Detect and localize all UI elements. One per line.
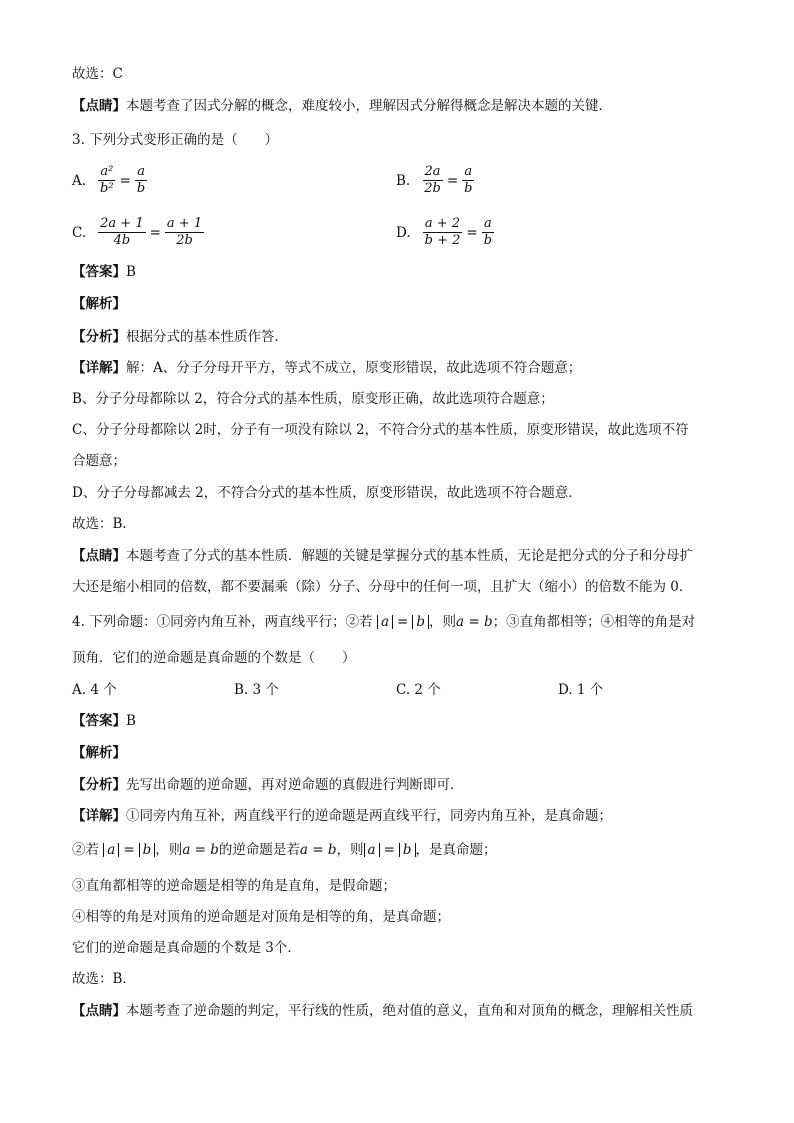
question-4-stem-line-1 [72, 612, 695, 632]
text: 的逆命题是若 [218, 842, 300, 858]
answer-value: B [126, 713, 136, 729]
answer-tag: 【答案】 [72, 713, 126, 729]
fraction-lhs [423, 216, 463, 249]
xiangjie-tag: 【详解】 [72, 360, 126, 376]
q4-answer-line [72, 711, 136, 731]
numerator: a + 1 [166, 216, 203, 231]
dianjing-text: 本题考查了分式的基本性质．解题的关键是掌握分式的基本性质，无论是把分式的分子和分母扩 [126, 548, 693, 564]
numerator: a² [100, 164, 114, 179]
xiangjie-text: ①同旁内角互补，两直线平行的逆命题是两直线平行，同旁内角互补，是真命题； [126, 808, 612, 824]
text: ②若 [72, 842, 99, 858]
numerator: a [464, 164, 473, 179]
abs-a: a [103, 843, 119, 857]
equals-sign: = [397, 614, 409, 630]
dianjing-tag: 【点睛】 [72, 1003, 126, 1019]
q3-xiangjie-line-3: C、分子分母都除以 2时，分子有一项没有除以 2，不符合分式的基本性质，原变形错误，故此选项不符 [72, 422, 689, 438]
xiangjie-tag: 【详解】 [72, 808, 126, 824]
option-label: D. [396, 224, 411, 241]
q4-text-a: 4. 下列命题：①同旁内角互补，两直线平行；②若 [72, 614, 373, 630]
abs-a: a [364, 843, 380, 857]
q3-answer-line [72, 262, 136, 282]
fenxi-text: 先写出命题的逆命题，再对逆命题的真假进行判断即可． [126, 777, 464, 793]
question-4-stem-line-2: 顶角．它们的逆命题是真命题的个数是（ ） [72, 650, 356, 666]
q4-guxuan-line: 故选：B． [72, 971, 136, 987]
q4-option-a: A. 4 个 [72, 682, 117, 698]
q4-option-d: D. 1 个 [558, 682, 604, 698]
fraction-rhs [462, 164, 474, 197]
q3-fenxi-line [72, 327, 288, 347]
q3-option-d [396, 216, 494, 249]
fenxi-tag: 【分析】 [72, 777, 126, 793]
fraction-rhs [135, 164, 147, 197]
equals-sign: = [119, 172, 131, 189]
q4-text-b: ，则 [429, 614, 456, 630]
answer-choice-line: 故选：C [72, 66, 123, 82]
numerator: 2a [424, 164, 441, 179]
text: ，则 [155, 842, 183, 858]
equals-sign: = [123, 842, 135, 858]
abs-b: b [412, 615, 429, 629]
abs-b: b [399, 843, 416, 857]
fenxi-text: 根据分式的基本性质作答． [126, 329, 288, 345]
answer-tag: 【答案】 [72, 264, 126, 280]
q4-xiangjie-line-3: ③直角都相等的逆命题是相等的角是直角，是假命题； [72, 878, 396, 894]
expr-a-eq-b: a = b [299, 842, 337, 858]
q3-dianjing-line-2: 大还是缩小相同的倍数，都不要漏乘（除）分子、分母中的任何一项，且扩大（缩小）的倍数不能为 0． [72, 579, 693, 595]
answer-value: B [126, 264, 136, 280]
fraction-lhs [422, 164, 443, 197]
equals-sign: = [446, 172, 459, 189]
numerator: a [137, 164, 145, 179]
equals-sign: = [383, 842, 395, 858]
abs-b: b [139, 843, 156, 857]
q4-xiangjie-line-2 [72, 840, 497, 860]
q3-xiangjie-line-2: B、分子分母都除以 2，符合分式的基本性质，原变形正确，故此选项符合题意； [72, 391, 554, 407]
q4-option-b: B. 3 个 [234, 682, 279, 698]
dianjing-tag: 【点睛】 [72, 98, 126, 114]
q4-jiexi-heading: 【解析】 [72, 745, 126, 761]
q3-xiangjie-line-5: D、分子分母都减去 2，不符合分式的基本性质，原变形错误，故此选项不符合题意． [72, 485, 582, 501]
q3-guxuan-line: 故选：B． [72, 516, 136, 532]
denominator: 4b [113, 233, 131, 248]
equals-sign: = [149, 224, 161, 241]
numerator: a + 2 [424, 216, 461, 231]
expr-a-eq-b: a = b [182, 842, 219, 858]
q3-option-a [72, 164, 147, 197]
denominator: b [464, 181, 473, 196]
option-label: B. [396, 172, 411, 189]
numerator: a [483, 216, 492, 231]
numerator: 2a + 1 [100, 216, 144, 231]
xiangjie-text: 解：A、分子分母开平方，等式不成立，原变形错误，故此选项不符合题意； [126, 360, 582, 376]
question-3-stem: 3. 下列分式变形正确的是（ ） [72, 132, 279, 148]
dianjing-text: 本题考查了因式分解的概念，难度较小，理解因式分解得概念是解决本题的关键． [126, 98, 612, 114]
q3-xiangjie-line-1 [72, 358, 581, 378]
q4-xiangjie-line-1 [72, 806, 612, 826]
denominator: 2b [176, 233, 193, 248]
dianjing-tag: 【点睛】 [72, 548, 126, 564]
denominator: b [483, 233, 493, 248]
q4-xiangjie-line-4: ④相等的角是对顶角的逆命题是对顶角是相等的角，是真命题； [72, 909, 450, 925]
q3-option-c [72, 216, 204, 249]
equals-sign: = [466, 224, 478, 241]
text: ，是真命题； [415, 842, 497, 858]
q3-xiangjie-line-4: 合题意； [72, 453, 126, 469]
q3-dianjing-line-1 [72, 546, 693, 566]
option-label: A. [72, 172, 87, 189]
denominator: 2b [424, 181, 441, 196]
fenxi-tag: 【分析】 [72, 329, 126, 345]
q4-dianjing-line-1 [72, 1001, 693, 1021]
fraction-rhs [482, 216, 494, 249]
q3-option-b [396, 164, 474, 197]
fraction-lhs [98, 216, 145, 249]
q4-fenxi-line [72, 775, 464, 795]
expr-a-eq-b: a = b [456, 614, 493, 630]
text: ，则 [336, 842, 364, 858]
q4-text-c: ；③直角都相等；④相等的角是对 [492, 614, 696, 630]
abs-a: a [377, 615, 393, 629]
dianjing-line [72, 96, 612, 116]
option-label: C. [72, 224, 87, 241]
q4-option-c: C. 2 个 [396, 682, 441, 698]
denominator: b² [100, 181, 114, 196]
denominator: b [136, 181, 146, 196]
fraction-lhs [98, 164, 116, 197]
fraction-rhs [165, 216, 204, 249]
q4-xiangjie-line-5: 它们的逆命题是真命题的个数是 3个． [72, 940, 301, 956]
q3-jiexi-heading: 【解析】 [72, 296, 126, 312]
dianjing-text: 本题考查了逆命题的判定，平行线的性质，绝对值的意义，直角和对顶角的概念，理解相关性质 [126, 1003, 693, 1019]
denominator: b + 2 [424, 233, 461, 248]
